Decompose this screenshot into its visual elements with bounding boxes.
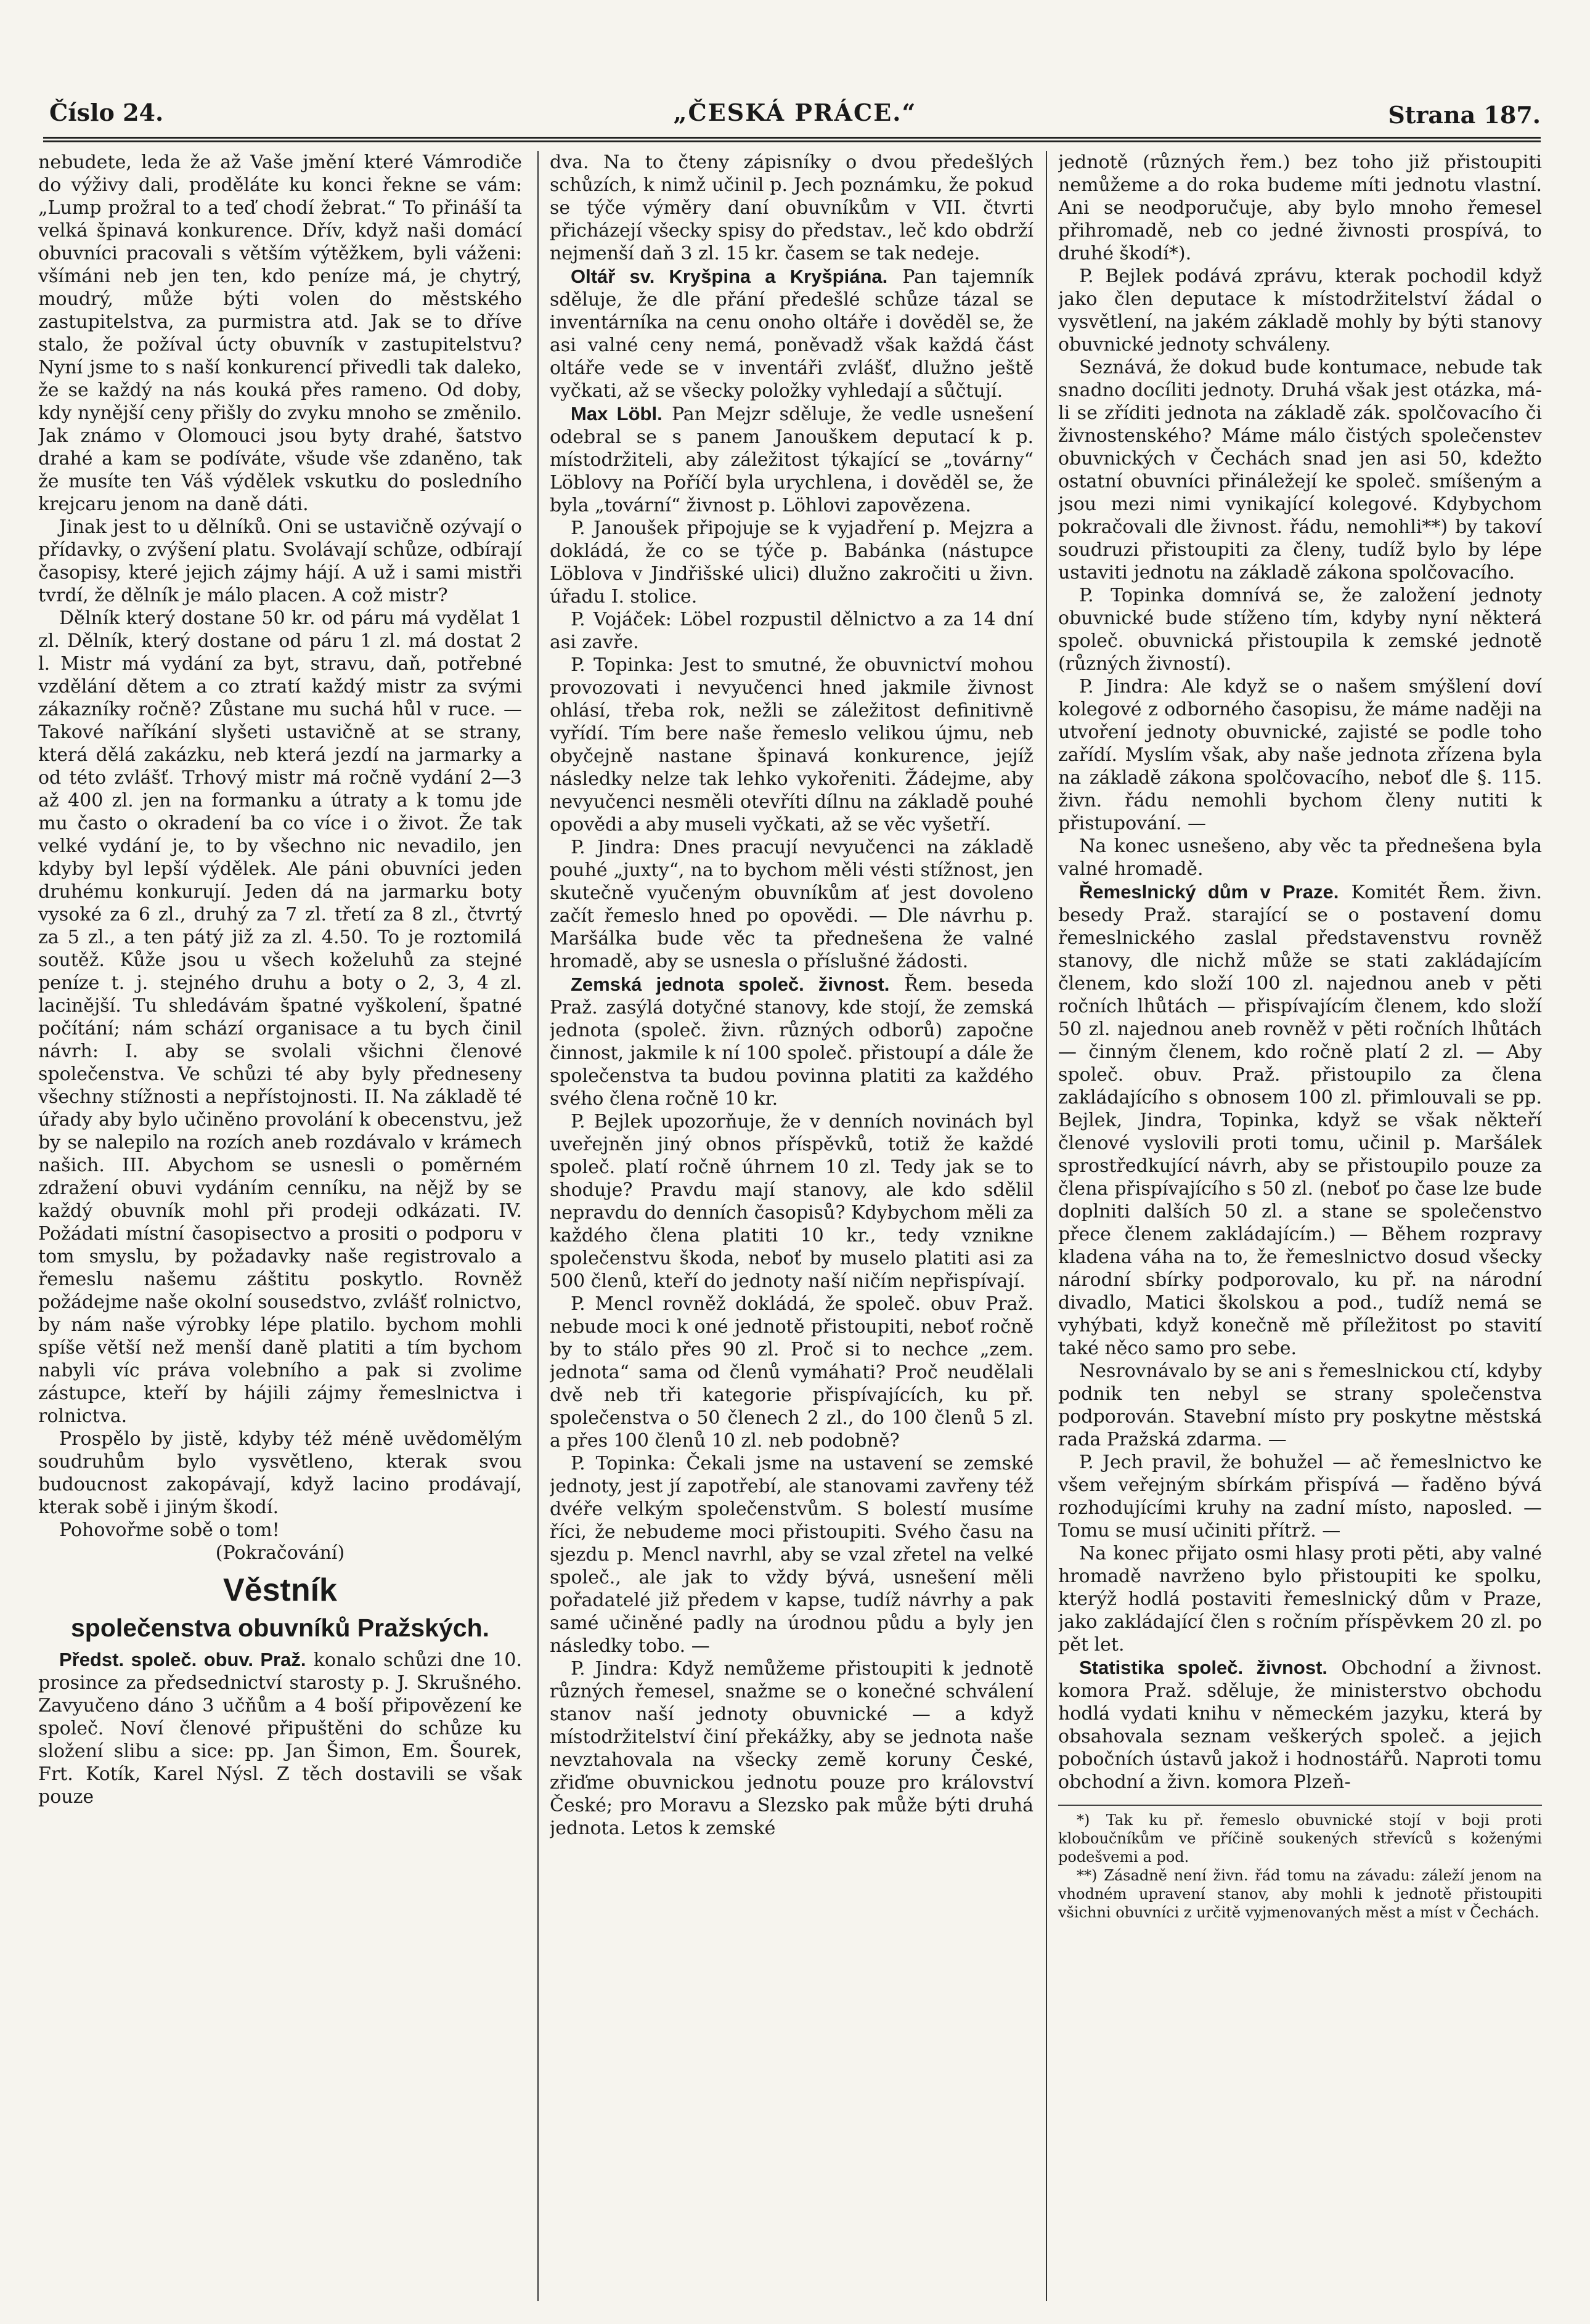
paragraph: Nesrovnávalo by se ani s řemeslnickou ctí, kdyby podnik ten nebyl se strany společenstva podporován. Stavební místo pry poskytne městská rada Pražská zdarma. — — [1058, 1360, 1542, 1450]
paragraph: P. Jindra: Ale když se o našem smýšlení doví kolegové z odborného časopisu, že máme naději na utvoření jednoty obuvnické, zajisté se podle toho zařídí. Myslím však, aby naše jednota zřízena byla na základě zákona spolčovacího, neboť dle §. 115. živn. řádu nemohli bychom členy nutiti k přistupování. — — [1058, 676, 1542, 834]
page-number: Strana 187. — [1388, 101, 1541, 129]
paragraph: P. Jech pravil, že bohužel — ač řemeslnictvo ke všem veřejným sbírkám přispívá — řaděno bývá rozhodujícími kruhy na zadní místo, naposled. — Tomu se musí učiniti přítrž. — — [1058, 1452, 1542, 1542]
paragraph: Jinak jest to u dělníků. Oni se ustavičně ozývají o přídavky, o zvýšení platu. Svolávají schůze, odbírají časopisy, které jejich zájmy hájí. A už i sami mistři tvrdí, že dělník je málo placen. A což mistr? — [38, 516, 522, 606]
paragraph: Pohovořme sobě o tom! — [59, 1519, 280, 1541]
paragraph: P. Janoušek připojuje se k vyjadření p. Mejzra a dokládá, že co se týče p. Babánka (nástupce Löblova v Jindřišské ulici) dlužno zakročiti u živn. úřadu I. stolice. — [550, 518, 1034, 607]
paragraph: Dělník který dostane 50 kr. od páru má vydělat 1 zl. Dělník, který dostane od páru 1 zl. má dostat 2 l. Mistr má vydání za byt, stravu, daň, potřebné vzdělání dětem a co ztratí každý mistr za svými zákazníky ročně? Zůstane mu suchá hůl v ruce. — Takové naříkání slyšeti ustavičně at se strany, která dělá zakázku, neb která jezdí na jarmarky a od této zvlášť. Trhový mistr má ročně vydání 2—3 až 400 zl. jen na formanku a útraty a k tomu jde mu často o okradení ba co více i o život. Že tak velké vydání je, to by všechno nic nevadilo, jen kdyby byl lepší výdělek. Ale páni obuvníci jeden druhému konkurují. Jeden dá na jarmarku boty vysoké za 6 zl., druhý za 7 zl. třetí za 8 zl., čtvrtý za 5 zl., a ten pátý již za zl. 4.50. To je roztomilá soutěž. Kůže jsou u všech koželuhů za stejné peníze t. j. stejného druhu a boty o 2, 3, 4 zl. lacinější. Tu shledávám špatné vyškolení, špatné počítání; nám schází organisace a tu bych činil návrh: I. aby se svolali všichni členové společenstva. Ve schůzi té aby byly předneseny všechny stížnosti a nepřístojnosti. II. Na základě té úřady aby bylo učiněno provolání k obecenstvu, jež by se nalepilo na rozích aneb rozdávalo v krámech našich. III. Abychom se usnesli o poměrném zdražení obuvi vydáním cenníku, na nějž by se každý obuvník mohl při prodeji odkázati. IV. Požádati místní časopisectvo a prositi o podporu v tom smyslu, by požadavky naše registrovalo a řemeslu našemu záštitu poskytlo. Rovněž požádejme naše okolní sousedstvo, zvlášť rolnictvo, by nám naše výrobky lépe platilo. bychom mohli spíše větší než menší daně platiti a tím bychom nabyli víc práva volebního a pak si zvolime zástupce, kteří by hájili zájmy řemeslnictva i rolnictva. — [38, 607, 522, 1427]
paragraph: P. Topinka domnívá se, že založení jednoty obuvnické bude stíženo tím, kdyby nyní některá společ. obuvnická přistoupila k zemské jednotě (různých živností). — [1058, 585, 1542, 675]
paragraph: P. Bejlek upozorňuje, že v denních novinách byl uveřejněn jiný obnos příspěvků, totiž že každé společ. platí ročně úhrnem 10 zl. Tedy jak se to shoduje? Pravdu mají stanovy, ale kdo sdělil nepravdu do denních časopisů? Kdybychom měli za každého člena platiti 10 kr., tedy vznikne společenstvu škoda, neboť by muselo platiti asi za 500 členů, kteří do jednoty naší ničím nepřispívají. — [550, 1111, 1034, 1292]
column-1 — [38, 151, 522, 2301]
paragraph: P. Topinka: Čekali jsme na ustavení se zemské jednoty, jest jí zapotřebí, ale stanovami zavřeny též dvéře velkým společenstvům. S bolestí musíme říci, že nebudeme moci přistoupiti. Svého času na sjezdu p. Mencl navrhl, aby se vzal zřetel na velké společ., ale jak to vždy bývá, usnešení měli pořadatelé již předem v kapse, tudíž návrhy a pak samé učiněné padly na úrodnou půdu a byly jen následky tobo. — — [550, 1453, 1034, 1657]
column-divider — [1046, 151, 1047, 2301]
paragraph: Max Löbl. Pan Mejzr sděluje, že vedle usnešení odebral se s panem Janouškem deputací k p. místodržiteli, aby záležitost týkající se „továrny“ Löblovy na Poříčí byla urychlena, i dověděl se, že byla „tovární“ živnost p. Löhlovi zapovězena. — [550, 403, 1034, 516]
paragraph: Na konec usnešeno, aby věc ta přednešena byla valné hromadě. — [1058, 835, 1542, 880]
paragraph: P. Bejlek podává zprávu, kterak pochodil když jako člen deputace k místodržitelství žádal o vysvětlení, na jakém základě mohly by býti stanovy obuvnické jednoty schváleny. — [1058, 266, 1542, 356]
journal-title: „ČESKÁ PRÁCE.“ — [673, 99, 917, 126]
continuation-note: (Pokračování) — [215, 1542, 345, 1564]
paragraph: Oltář sv. Kryšpina a Kryšpiána. Pan tajemník sděluje, že dle přání předešlé schůze tázal se inventárníka na cenu onoho oltáře i dověděl se, že asi valné ceny nemá, poněvadž však každá část oltáře vede se v inventáři zvlášť, dlužno ještě vyčkati, až se všecky položky vyhledají a sůčtují. — [550, 266, 1034, 402]
paragraph-heading: Oltář sv. Kryšpina a Kryšpiána. — [571, 266, 888, 287]
issue-number: Číslo 24. — [49, 99, 164, 126]
paragraph-heading: Max Löbl. — [571, 403, 662, 425]
paragraph: nebudete, leda že až Vaše jmění které Vámrodiče do výživy dali, proděláte ku konci řekne se vám: „Lump prožral to a teď chodí žebrat.“ To přináší ta velká špinavá konkurence. Dřív, když naši domácí obuvníci pracovali s větším výtěžkem, byli váženi: všímáni neb jen ten, kdo peníze má, je chytrý, moudrý, může býti volen do městského zastupitelstva, za purmistra atd. Jak se to dříve stalo, že požíval úcty obuvník v zastupitelstvu? Nyní jsme to s naší konkurencí přivedli tak daleko, že se každý na nás kouká přes rameno. Od doby, kdy nynější ceny přišly do zvyku mnoho se změnilo. Jak známo v Olomouci jsou byty drahé, šatstvo drahé a kam se podíváte, všude vše zdaněno, tak že musíte ten Váš výdělek vskutku do posledního krejcaru jenom na daně dáti. — [38, 152, 522, 515]
paragraph: Seznává, že dokud bude kontumace, nebude tak snadno docíliti jednoty. Druhá však jest otázka, má-li se zříditi jednota na základě zák. spolčovacího či živnostenského? Máme málo čistých společenstev obuvnických v Čechách snad jen asi 50, kdežto ostatní obuvníci přináležejí ke společ. smíšeným a jsou mezi nimi vynikající kolegové. Kdybychom pokračovali dle živnost. řádu, nemohli**) by takoví soudruzi přistoupiti za členy, tudíž bylo by lépe ustaviti jednotu na základě zákona spolčovacího. — [1058, 357, 1542, 583]
paragraph-heading: Předst. společ. obuv. Praž. — [59, 1649, 306, 1670]
column-divider — [537, 151, 539, 2301]
section-title: Věstník — [223, 1572, 337, 1608]
header-rule-bottom — [43, 140, 1541, 142]
paragraph-heading: Řemeslnický dům v Praze. — [1079, 881, 1339, 903]
paragraph-heading: Statistika společ. živnost. — [1079, 1657, 1328, 1678]
paragraph: P. Topinka: Jest to smutné, že obuvnictví mohou provozovati i nevyučenci hned jakmile živnost ohlásí, třeba rok, nežli se záležitost definitivně vyřídí. Tím bere naše řemeslo velikou újmu, neb obyčejně nastane špinavá konkurence, jejíž následky nelze tak lehko vykořeniti. Žádejme, aby nevyučenci nesměli otevříti dílnu na základě pouhé opovědi a aby museli vyčkati, až se věc vyšetří. — [550, 654, 1034, 835]
paragraph: Prospělo by jistě, kdyby též méně uvědomělým soudruhům bylo vysvětleno, kterak svou budoucnost zakopávají, když lacino prodávají, kterak sobě i jiným škodí. — [38, 1428, 522, 1518]
paragraph: P. Jindra: Když nemůžeme přistoupiti k jednotě různých řemesel, snažme se o konečné schválení stanov naší jednoty obuvnické — a když místodržitelství činí překážky, aby se jednota naše nevztahovala na všecky země koruny České, zřiďme obuvnickou jednotu pouze pro království České; pro Moravu a Slezsko pak může býti druhá jednota. Letos k zemské — [550, 1658, 1034, 1839]
paragraph: Statistika společ. živnost. Obchodní a živnost. komora Praž. sděluje, že ministerstvo obchodu hodlá vydati knihu v německém jazyku, která by obsahovala seznam veškerých společ. a jejich pobočních ústavů jakož i hodnostářů. Naproti tomu obchodní a živn. komora Plzeň- — [1058, 1657, 1542, 1793]
footnote: **) Zásadně není živn. řád tomu na závadu: záleží jenom na vhodném upravení stanov, aby mohli k jednotě přistoupiti všichni obuvníci z určitě vyjmenovaných měst a míst v Čechách. — [1058, 1867, 1542, 1921]
footnotes — [1058, 1805, 1542, 1922]
column-3 — [1058, 151, 1542, 2301]
paragraph: jednotě (různých řem.) bez toho již přistoupiti nemůžeme a do roka budeme míti jednotu vlastní. Ani se neodporučuje, aby bylo mnoho řemesel přihromadě, neb co jedné živnosti prospívá, to druhé škodí*). — [1058, 152, 1542, 264]
column-2 — [550, 151, 1034, 2301]
paragraph: Zemská jednota společ. živnost. Řem. beseda Praž. zasýlá dotyčné stanovy, kde stojí, že zemská jednota (společ. živn. různých odborů) započne činnost, jakmile k ní 100 společ. přistoupí a dále že společenstva ta budou povinna platiti za každého svého člena ročně 10 kr. — [550, 973, 1034, 1110]
paragraph-heading: Zemská jednota společ. živnost. — [571, 973, 890, 995]
paragraph: dva. Na to čteny zápisníky o dvou předešlých schůzích, k nimž učinil p. Jech poznámku, že pokud se týče výměry daní obuvníkům v VII. čtvrti přicházejí všecky spisy do představ., leč kdo obdrží nejmenší daň 3 zl. 15 kr. časem se tak nedeje. — [550, 152, 1034, 264]
paragraph: Na konec přijato osmi hlasy proti pěti, aby valné hromadě navrženo bylo přistoupiti ke spolku, kterýž hodlá postaviti řemeslnický dům v Praze, jako zakládající člen s ročním příspěvkem 20 zl. po pět let. — [1058, 1543, 1542, 1656]
footnote: *) Tak ku př. řemeslo obuvnické stojí v boji proti kloboučníkům ve příčině soukených střevíců s koženými podešvemi a pod. — [1058, 1811, 1542, 1866]
page-header — [49, 92, 1541, 136]
paragraph: P. Vojáček: Löbel rozpustil dělnictvo a za 14 dní asi zavře. — [550, 609, 1034, 653]
paragraph: P. Jindra: Dnes pracují nevyučenci na základě pouhé „juxty“, na to bychom měli vésti stížnost, jen skutečně vyučeným obuvníkům ať jest dovoleno začít řemeslo hned po opovědi. — Dle návrhu p. Maršálka bude věc ta přednešena že valné hromadě, aby se usnesla o příslušné žádosti. — [550, 837, 1034, 972]
section-subtitle: společenstva obuvníků Pražských. — [70, 1614, 490, 1642]
header-rule-top — [43, 137, 1541, 139]
paragraph: P. Mencl rovněž dokládá, že společ. obuv Praž. nebude moci k oné jednotě přistoupiti, neboť ročně by to stálo přes 90 zl. Proč si to nechce „zem. jednota“ sama od členů vymáhati? Proč neudělali dvě neb tři kategorie přispívajících, ku př. společenstva o 50 členech 2 zl., do 100 členů 5 zl. a přes 100 členů 10 zl. neb podobně? — [550, 1293, 1034, 1452]
paragraph: Řemeslnický dům v Praze. Komitét Řem. živn. besedy Praž. starající se o postavení domu řemeslnického zaslal představenstvu rovněž stanovy, dle nichž může se stati zakládajícím členem, kdo složí 100 zl. najednou aneb v pěti ročních lhůtách — přispívajícím členem, kdo složí 50 zl. najednou aneb rovněž v pěti ročních lhůtách — činným členem, kdo ročně platí 2 zl. — Aby společ. obuv. Praž. přistoupilo za člena zakládajícího s obnosem 100 zl. přimlouvali se pp. Bejlek, Jindra, Topinka, když se však někteří členové vyslovili proti tomu, učinil p. Maršálek sprostředkující návrh, aby se přistoupilo pouze za člena přispívajícího s 50 zl. (neboť po čase lze bude doplniti dalších 50 zl. a stane se společenstvo přece členem zakládajícím.) — Během rozpravy kladena váha na to, že řemeslnictvo dosud všecky národní sbírky podporovalo, ku př. na národní divadlo, Matici školskou a pod., tudíž nemá se vyhýbati, když konečně mě příležitost po stavití také něco samo pro sebe. — [1058, 881, 1542, 1359]
paragraph: Předst. společ. obuv. Praž. konalo schůzi dne 10. prosince za předsednictví starosty p. J. Skrušného. Zavyučeno dáno 3 učňům a 4 boší připovězení ke společ. Noví členové připuštěni do schůze ku složení slibu a sice: pp. Jan Šimon, Em. Šourek, Frt. Kotík, Karel Nýsl. Z těch dostavili se však pouze — [38, 1649, 522, 1808]
